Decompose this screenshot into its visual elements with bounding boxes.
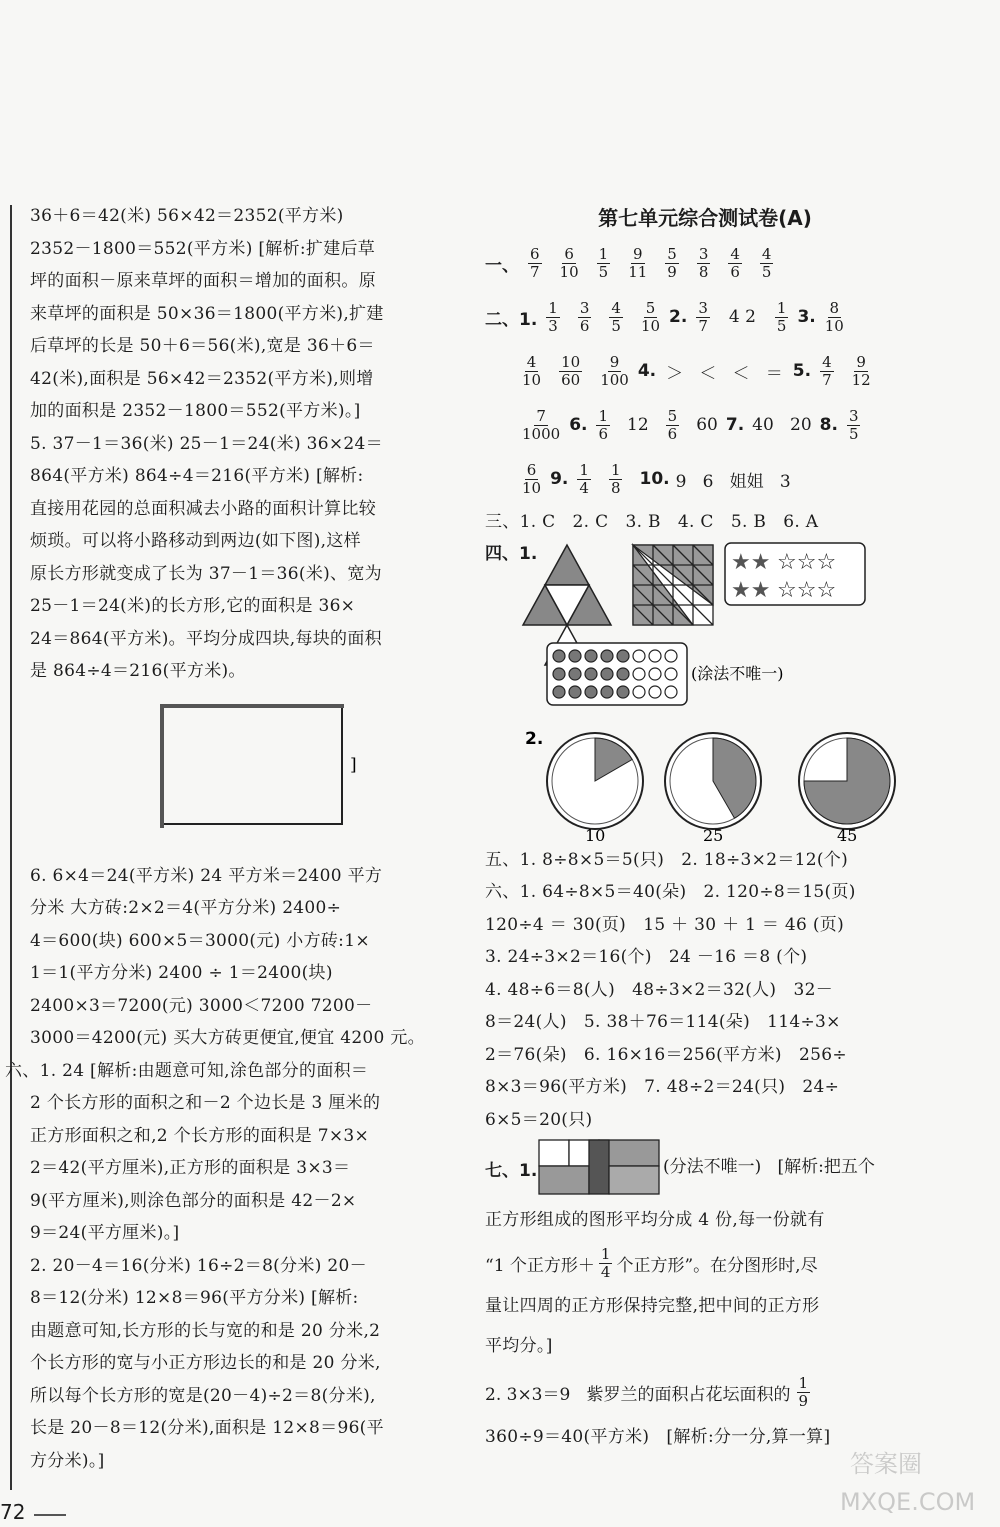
section-2-row-3 <box>485 398 925 452</box>
garden-rectangle-diagram <box>30 688 470 860</box>
section-4 <box>485 539 925 844</box>
svg-text:☆☆☆: ☆☆☆ <box>777 577 837 603</box>
fraction: $\frac{1}{8}$ <box>610 460 621 497</box>
svg-text:★★: ★★ <box>731 549 771 575</box>
fraction: $\frac{3}{6}$ <box>579 298 590 335</box>
section-5-line: 五、1. 8÷8×5＝5(只) 2. 18÷3×2＝12(个) <box>485 849 849 870</box>
answer-text: 4 2 <box>728 307 756 327</box>
item-number: 2. <box>525 728 544 749</box>
section-6-line: 6×5＝20(只) <box>485 1109 593 1130</box>
text-line: 后草坪的长是 50＋6＝56(米),宽是 36＋6＝ <box>30 336 375 356</box>
section-7-figure-row <box>485 1136 925 1200</box>
svg-text:答案圈: 答案圈 <box>850 1450 922 1478</box>
text-line: 6. 6×4＝24(平方米) 24 平方米＝2400 平方 <box>30 865 383 886</box>
fraction: $\frac{1}{4}$ <box>579 460 589 497</box>
text-line: 36＋6＝42(米) 56×42＝2352(平方米) <box>30 206 344 226</box>
fraction: $\frac{5}{9}$ <box>667 244 677 281</box>
text-fragment: “1 个正方形＋ <box>485 1255 595 1276</box>
unit-test-title: 第七单元综合测试卷(A) <box>598 206 812 230</box>
section-label: 四、1. <box>485 543 538 564</box>
clock-label: 10 <box>585 825 606 844</box>
clock-45-minutes <box>799 733 895 829</box>
left-column <box>5 200 470 1477</box>
grid-shading-figure <box>633 545 713 625</box>
watermark-logo <box>840 1440 1000 1520</box>
section-2-row-4 <box>485 452 925 506</box>
svg-text:MXQE.COM: MXQE.COM <box>840 1488 976 1516</box>
text-line: 24＝864(平方米)。平均分成四块,每块的面积 <box>30 628 382 649</box>
text-line: 9(平方厘米),则涂色部分的面积是 42－2× <box>30 1190 357 1211</box>
page-number-rule <box>34 1514 66 1516</box>
column-rule <box>10 205 12 1490</box>
text-line: 2. 20－4＝16(分米) 16÷2＝8(分米) 20－ <box>30 1255 367 1276</box>
text-line: 量让四周的正方形保持完整,把中间的正方形 <box>485 1296 820 1316</box>
section-2-row-1 <box>485 290 925 344</box>
section-2-row-2 <box>485 344 925 398</box>
answer-text: 60 <box>696 415 718 435</box>
fraction: $\frac{4}{10}$ <box>522 352 542 389</box>
item-number: 9. <box>550 469 569 489</box>
right-column <box>485 200 925 1456</box>
fraction: $\frac{5}{6}$ <box>667 406 678 443</box>
text-line: 2＝42(平方厘米),正方形的面积是 3×3＝ <box>30 1158 351 1178</box>
text-line: 加的面积是 2352－1800＝552(平方米)。] <box>30 401 361 421</box>
section-6-line: 8×3＝96(平方米) 7. 48÷2＝24(只) 24÷ <box>485 1077 840 1097</box>
text-line: 864(平方米) 864÷4＝216(平方米) [解析: <box>30 466 364 486</box>
figure-bracket: ] <box>350 754 357 775</box>
page-number: 72 <box>0 1500 26 1524</box>
answer-text: 12 <box>627 415 649 435</box>
svg-text:☆☆☆: ☆☆☆ <box>777 549 837 575</box>
section-6-line: 8＝24(人) 5. 38＋76＝114(朵) 114÷3× <box>485 1012 841 1032</box>
text-line: 8＝12(分米) 12×8＝96(平方分米) [解析: <box>30 1288 359 1308</box>
section-1-row <box>485 236 925 290</box>
svg-text:★★: ★★ <box>731 577 771 603</box>
text-line: 42(米),面积是 56×42＝2352(平方米),则增 <box>30 368 374 389</box>
clock-label: 45 <box>837 825 858 844</box>
coloring-note: (涂法不唯一) <box>691 663 784 683</box>
text-line: 个长方形的宽与小正方形边长的和是 20 分米, <box>30 1353 381 1373</box>
clock-25-minutes <box>665 733 761 829</box>
item-number: 4. <box>637 361 657 381</box>
fraction: $\frac{3}{7}$ <box>698 298 708 335</box>
text-line: 由题意可知,长方形的长与宽的和是 20 分米,2 <box>30 1320 381 1341</box>
text-fragment: 个正方形”。在分图形时,尽 <box>616 1255 818 1276</box>
five-squares-figure <box>537 1138 667 1198</box>
text-line: 烦琐。可以将小路移动到两边(如下图),这样 <box>30 531 361 551</box>
fraction: $\frac{4}{5}$ <box>761 244 772 281</box>
fraction: $\frac{8}{10}$ <box>824 298 844 335</box>
answer-text: 40 20 <box>752 415 812 435</box>
fraction: $\frac{6}{10}$ <box>559 244 579 281</box>
section-label: 二、1. <box>485 309 538 330</box>
fraction: $\frac{1}{3}$ <box>548 298 558 335</box>
fraction: $\frac{5}{10}$ <box>640 298 661 335</box>
circle-shading-figure <box>547 643 687 705</box>
garden-figure <box>30 688 470 860</box>
fraction: $\frac{3}{8}$ <box>698 244 709 281</box>
fraction: $\frac{6}{7}$ <box>530 244 540 281</box>
text-line: 3000＝4200(元) 买大方砖更便宜,便宜 4200 元。 <box>30 1028 425 1048</box>
item-number: 2. <box>669 307 688 327</box>
fraction: $\frac{9}{12}$ <box>851 352 871 389</box>
item-number: 10. <box>639 469 670 489</box>
section-6-line: 120÷4 ＝ 30(页) 15 ＋ 30 ＋ 1 ＝ 46 (页) <box>485 914 845 935</box>
fraction: $\frac{3}{5}$ <box>848 406 859 443</box>
text-line: 正方形组成的图形平均分成 4 份,每一份就有 <box>485 1210 825 1230</box>
text-line: 来草坪的面积是 50×36＝1800(平方米),扩建 <box>30 303 384 324</box>
text-line: 分米 大方砖:2×2＝4(平方分米) 2400÷ <box>30 898 342 918</box>
fraction: $\frac{9}{11}$ <box>628 244 648 281</box>
fraction: $\frac{4}{5}$ <box>611 298 621 335</box>
item-number: 6. <box>569 415 588 435</box>
text-line: 2352－1800＝552(平方米) [解析:扩建后草 <box>30 238 376 259</box>
fraction: $\frac{1}{5}$ <box>598 244 609 281</box>
section-6-line: 3. 24÷3×2＝16(个) 24 －16 ＝8 (个) <box>485 947 808 967</box>
fraction: $\frac{1}{9}$ <box>798 1373 809 1410</box>
text-line-fraction <box>485 1240 925 1286</box>
text-line: 2 个长方形的面积之和－2 个边长是 3 厘米的 <box>30 1093 381 1113</box>
text-line: 1＝1(平方分米) 2400 ÷ 1＝2400(块) <box>30 963 333 983</box>
section-7-note: (分法不唯一) [解析:把五个 <box>663 1157 875 1177</box>
fraction: $\frac{4}{6}$ <box>730 244 740 281</box>
text-line: 2400×3＝7200(元) 3000＜7200 7200－ <box>30 995 373 1016</box>
text-line: 所以每个长方形的宽是(20－4)÷2＝8(分米), <box>30 1385 376 1406</box>
text-line: 原长方形就变成了长为 37－1＝36(米)、宽为 <box>30 563 382 584</box>
text-line: 是 864÷4＝216(平方米)。 <box>30 661 246 681</box>
text-line: 六、1. 24 [解析:由题意可知,涂色部分的面积＝ <box>5 1060 369 1081</box>
text-fragment: 2. 3×3＝9 紫罗兰的面积占花坛面积的 <box>485 1384 791 1405</box>
section-label: 一、 <box>485 255 519 276</box>
fraction: $\frac{1}{6}$ <box>598 406 609 443</box>
item-number: 3. <box>797 307 816 327</box>
item-number: 7. <box>725 415 745 435</box>
section-6-line: 4. 48÷6＝8(人) 48÷3×2＝32(人) 32－ <box>485 979 833 1000</box>
text-line: 正方形面积之和,2 个长方形的面积是 7×3× <box>30 1125 370 1146</box>
fraction: $\frac{4}{7}$ <box>822 352 832 389</box>
answer-text: ＞ ＜ ＜ ＝ <box>666 363 783 384</box>
fraction: $\frac{7}{1000}$ <box>522 406 561 443</box>
fraction: $\frac{1}{5}$ <box>776 298 787 335</box>
text-line: 25－1＝24(米)的长方形,它的面积是 36× <box>30 596 356 616</box>
text-line: 平均分。] <box>485 1336 553 1356</box>
text-line: 360÷9＝40(平方米) [解析:分一分,算一算] <box>485 1427 831 1447</box>
text-line: 直接用花园的总面积减去小路的面积计算比较 <box>30 498 376 519</box>
text-line: 4＝600(块) 600×5＝3000(元) 小方砖:1× <box>30 930 370 951</box>
section-3-line: 三、1. C 2. C 3. B 4. C 5. B 6. A <box>485 512 819 532</box>
section-label: 七、1. <box>485 1161 538 1181</box>
text-line: 长是 20－8＝12(分米),面积是 12×8＝96(平 <box>30 1418 384 1438</box>
fraction: $\frac{1}{4}$ <box>600 1244 611 1281</box>
section-6-line: 2＝76(朵) 6. 16×16＝256(平方米) 256÷ <box>485 1044 847 1065</box>
clock-10-minutes <box>547 733 643 829</box>
text-line-fraction <box>485 1366 925 1418</box>
item-number: 5. <box>792 361 812 381</box>
text-line: 方分米)。] <box>30 1450 105 1471</box>
fraction: $\frac{6}{10}$ <box>522 460 542 497</box>
answer-text: 9 6 姐姐 3 <box>675 471 791 492</box>
fraction: $\frac{10}{60}$ <box>561 352 581 389</box>
text-line: 5. 37－1＝36(米) 25－1＝24(米) 36×24＝ <box>30 433 383 454</box>
item-number: 8. <box>819 415 838 435</box>
clock-label: 25 <box>703 825 724 844</box>
fraction: $\frac{9}{100}$ <box>600 352 629 389</box>
text-line: 9＝24(平方厘米)。] <box>30 1223 180 1243</box>
star-shading-figure <box>725 543 865 605</box>
section-4-figures <box>485 539 925 844</box>
text-line: 坪的面积－原来草坪的面积＝增加的面积。原 <box>30 271 376 291</box>
section-6-line: 六、1. 64÷8×5＝40(朵) 2. 120÷8＝15(页) <box>485 882 856 902</box>
